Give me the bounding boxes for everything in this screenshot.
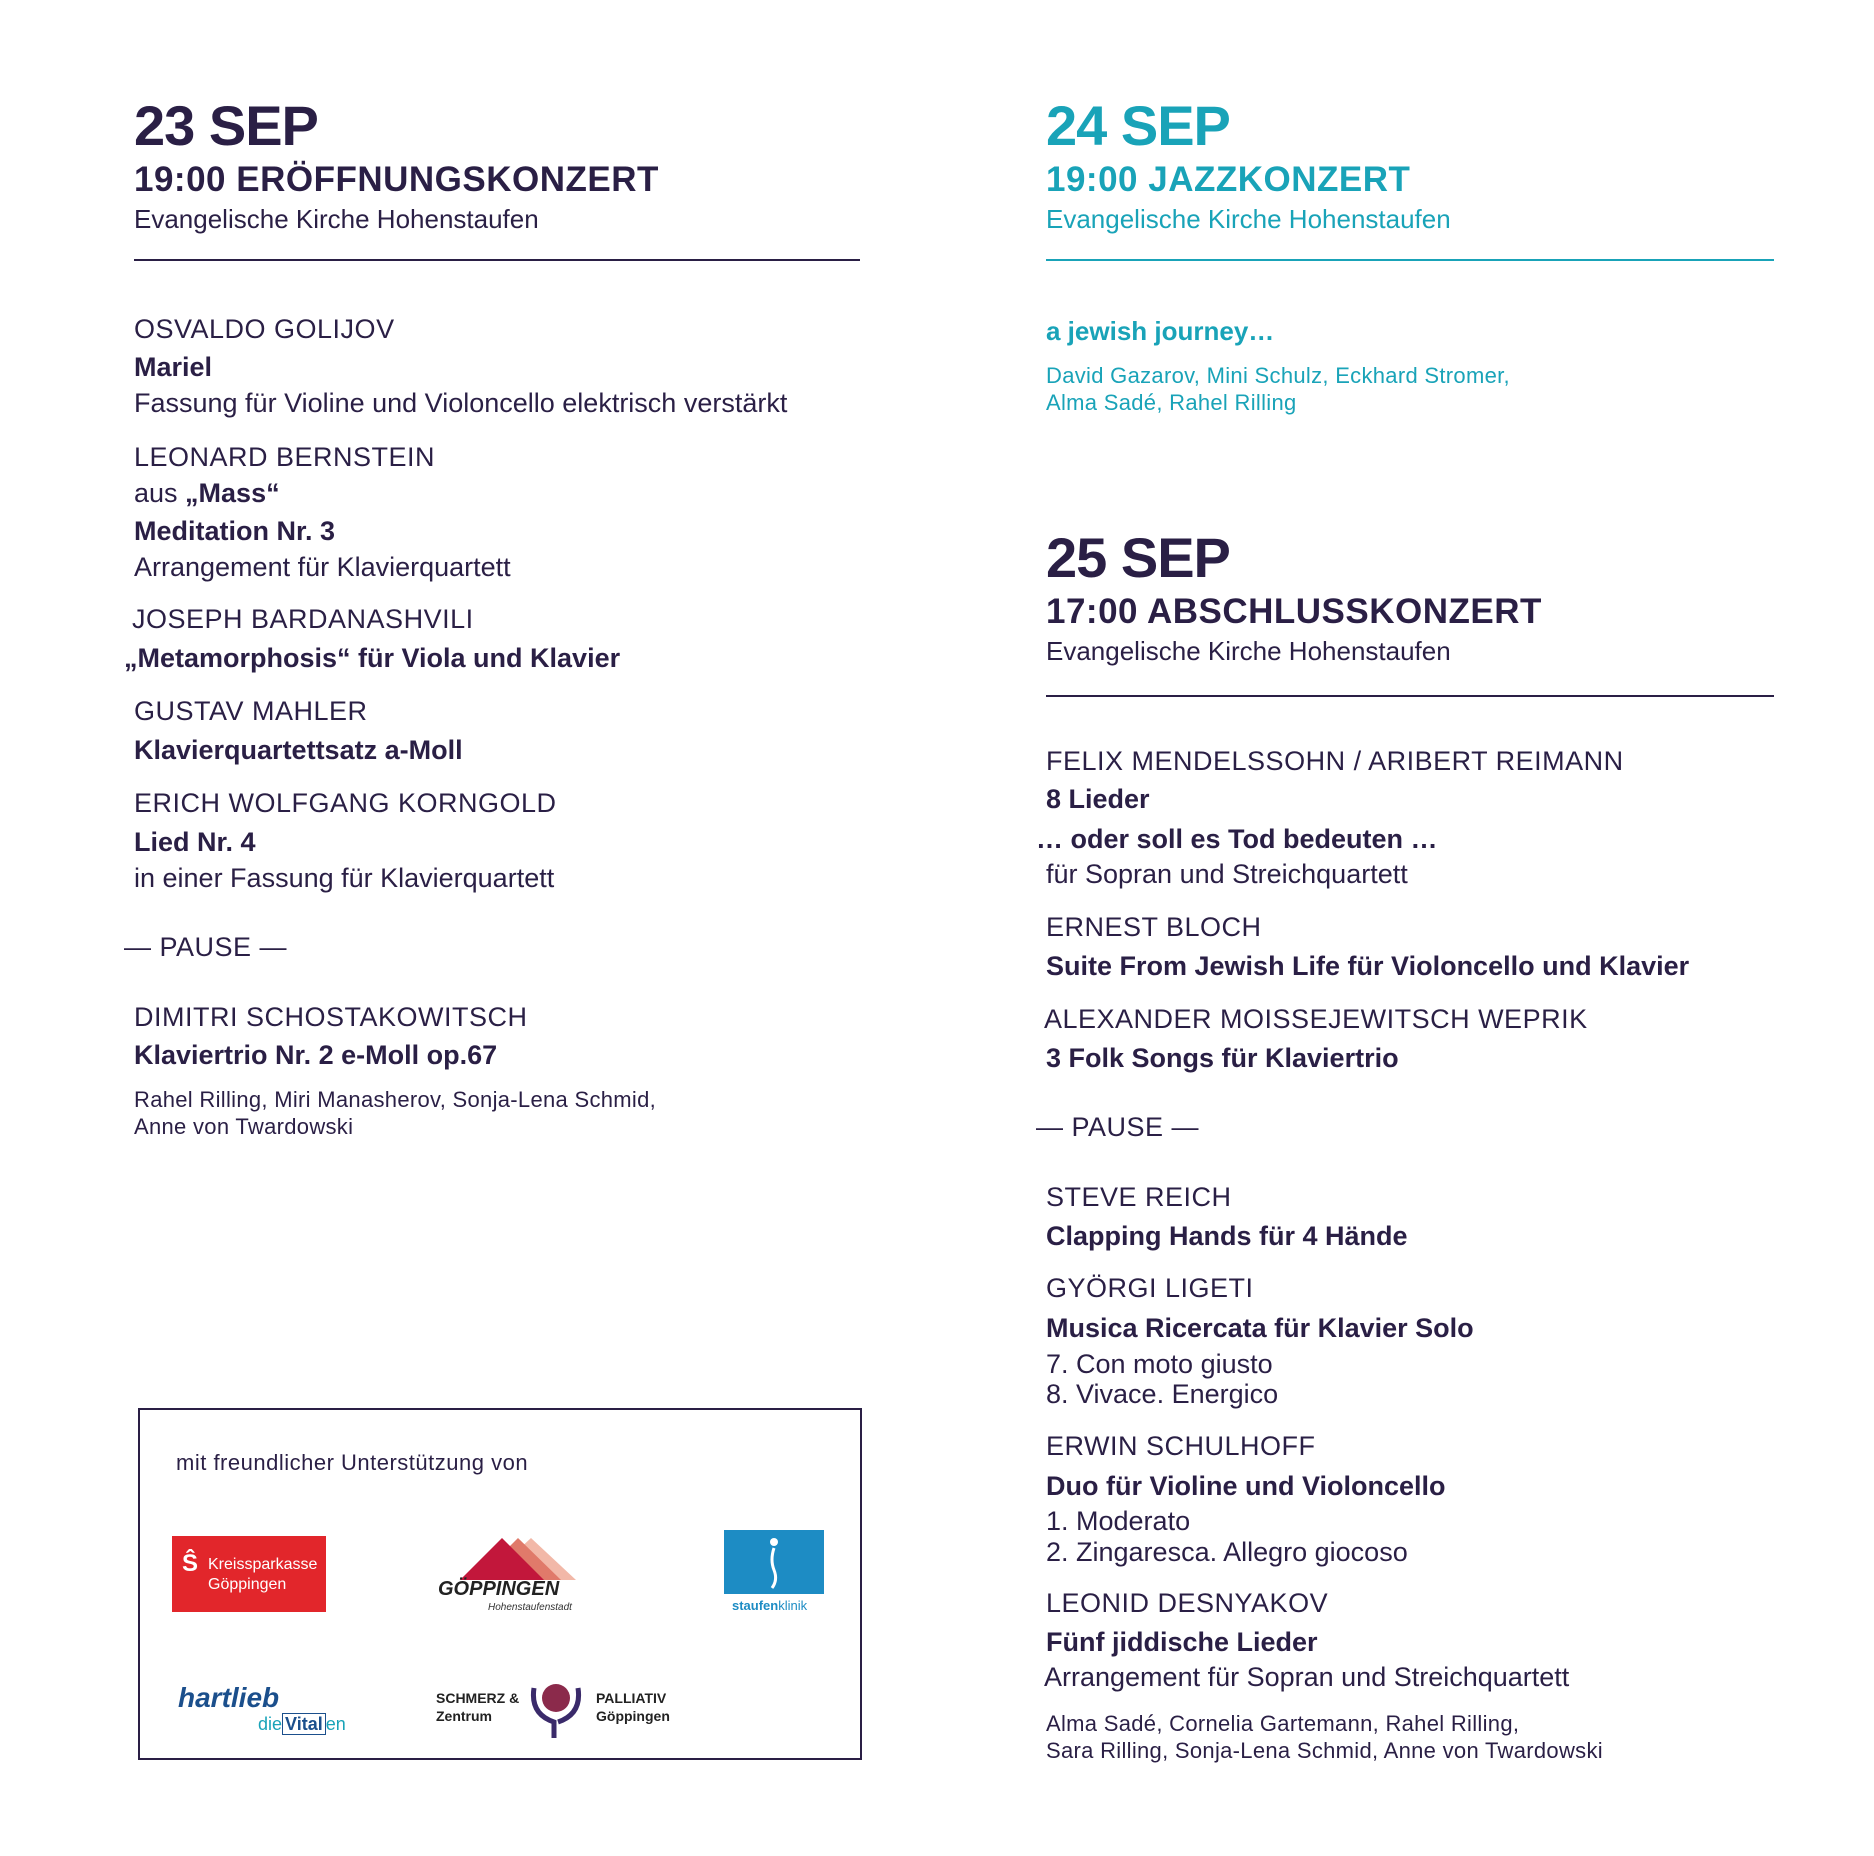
- sponsor-name: PALLIATIV: [596, 1690, 667, 1706]
- work-title: … oder soll es Tod bedeuten …: [1036, 824, 1438, 854]
- work-title: Klavierquartettsatz a-Moll: [134, 735, 463, 765]
- sponsor-name: hartlieb: [178, 1682, 280, 1713]
- venue: Evangelische Kirche Hohenstaufen: [1046, 636, 1451, 666]
- name-part: die: [258, 1714, 283, 1734]
- work-note: 7. Con moto giusto: [1046, 1349, 1273, 1379]
- work-title: „Mass“: [185, 478, 280, 508]
- divider: [1046, 695, 1774, 697]
- sponsor-name: SCHMERZ &: [436, 1690, 520, 1706]
- hartlieb-logo: [178, 1682, 348, 1742]
- composer: FELIX MENDELSSOHN / ARIBERT REIMANN: [1046, 746, 1624, 776]
- work-title: Musica Ricercata für Klavier Solo: [1046, 1313, 1474, 1343]
- composer: GUSTAV MAHLER: [134, 696, 368, 726]
- composer: ERNEST BLOCH: [1046, 912, 1262, 942]
- date-heading: 24 SEP: [1046, 94, 1230, 157]
- work-title: Mariel: [134, 352, 213, 382]
- composer: STEVE REICH: [1046, 1182, 1232, 1212]
- figure-icon: [724, 1530, 824, 1594]
- sponsor-name: Kreissparkasse: [208, 1556, 318, 1573]
- concert-title: 17:00 ABSCHLUSSKONZERT: [1046, 592, 1542, 631]
- composer: DIMITRI SCHOSTAKOWITSCH: [134, 1002, 528, 1032]
- composer: LEONARD BERNSTEIN: [134, 442, 436, 472]
- composer: ALEXANDER MOISSEJEWITSCH WEPRIK: [1044, 1004, 1588, 1034]
- pause-label: — PAUSE —: [1036, 1112, 1200, 1142]
- kreissparkasse-logo: [172, 1536, 326, 1612]
- sponsor-subtitle: Hohenstaufenstadt: [488, 1602, 572, 1613]
- program-title: a jewish journey…: [1046, 316, 1275, 346]
- work-title: Suite From Jewish Life für Violoncello und Klavier: [1046, 951, 1690, 981]
- composer: OSVALDO GOLIJOV: [134, 314, 395, 344]
- composer: ERICH WOLFGANG KORNGOLD: [134, 788, 557, 818]
- venue: Evangelische Kirche Hohenstaufen: [1046, 204, 1451, 234]
- work-note: für Sopran und Streichquartett: [1046, 859, 1408, 889]
- schmerz-palliativ-logo: [436, 1678, 676, 1748]
- composer: GYÖRGI LIGETI: [1046, 1273, 1254, 1303]
- work-title: Duo für Violine und Violoncello: [1046, 1471, 1446, 1501]
- name-part: staufen: [732, 1598, 779, 1613]
- divider: [1046, 259, 1774, 261]
- date-heading: 23 SEP: [134, 94, 318, 157]
- concert-title: 19:00 JAZZKONZERT: [1046, 160, 1411, 199]
- sponsor-subtitle: [258, 1714, 346, 1735]
- work-title: Klaviertrio Nr. 2 e-Moll op.67: [134, 1040, 498, 1070]
- mountains-icon: [436, 1528, 606, 1584]
- name-part: klinik: [778, 1598, 808, 1613]
- work-title: Meditation Nr. 3: [134, 516, 336, 546]
- work-title: Lied Nr. 4: [134, 827, 256, 857]
- performers-line: Anne von Twardowski: [134, 1114, 354, 1139]
- prefix: aus: [134, 478, 186, 508]
- work-note: 2. Zingaresca. Allegro giocoso: [1046, 1537, 1408, 1567]
- sparkasse-icon: Ŝ: [182, 1550, 199, 1577]
- performers-line: Rahel Rilling, Miri Manasherov, Sonja-Lena Schmid,: [134, 1087, 657, 1112]
- staufenklinik-logo: [720, 1530, 830, 1620]
- work-note: 1. Moderato: [1046, 1506, 1191, 1536]
- work-note: Arrangement für Klavierquartett: [134, 552, 511, 582]
- work-title: 8 Lieder: [1046, 784, 1150, 814]
- divider: [134, 259, 860, 261]
- work-title-line: [134, 480, 280, 507]
- name-part: en: [325, 1714, 346, 1734]
- composer: ERWIN SCHULHOFF: [1046, 1431, 1316, 1461]
- sponsor-name: Göppingen: [208, 1576, 287, 1593]
- sponsor-name: Zentrum: [436, 1708, 492, 1724]
- goeppingen-logo: [436, 1528, 606, 1618]
- date-heading: 25 SEP: [1046, 526, 1230, 589]
- composer: LEONID DESNYAKOV: [1046, 1588, 1329, 1618]
- venue: Evangelische Kirche Hohenstaufen: [134, 204, 539, 234]
- performers-line: Alma Sadé, Cornelia Gartemann, Rahel Rilling,: [1046, 1711, 1520, 1736]
- work-title: Clapping Hands für 4 Hände: [1046, 1221, 1408, 1251]
- hands-sphere-icon: [528, 1678, 584, 1742]
- work-title: 3 Folk Songs für Klaviertrio: [1046, 1043, 1399, 1073]
- sponsor-name: GÖPPINGEN: [438, 1578, 560, 1600]
- composer: JOSEPH BARDANASHVILI: [132, 604, 474, 634]
- work-title: Fünf jiddische Lieder: [1046, 1627, 1318, 1657]
- sponsor-box: [138, 1408, 862, 1760]
- pause-label: — PAUSE —: [124, 932, 288, 962]
- work-note: Fassung für Violine und Violoncello elektrisch verstärkt: [134, 388, 788, 418]
- work-note: Arrangement für Sopran und Streichquartett: [1044, 1662, 1570, 1692]
- name-part: Vital: [282, 1713, 326, 1735]
- concert-title: 19:00 ERÖFFNUNGSKONZERT: [134, 160, 659, 199]
- sponsor-name: Göppingen: [596, 1708, 670, 1724]
- work-title: „Metamorphosis“ für Viola und Klavier: [124, 643, 621, 673]
- sponsor-heading: mit freundlicher Unterstützung von: [176, 1450, 529, 1475]
- performers-line: Sara Rilling, Sonja-Lena Schmid, Anne von Twardowski: [1046, 1738, 1603, 1763]
- work-note: in einer Fassung für Klavierquartett: [134, 863, 555, 893]
- performers-line: David Gazarov, Mini Schulz, Eckhard Stromer,: [1046, 363, 1510, 388]
- performers-line: Alma Sadé, Rahel Rilling: [1046, 390, 1297, 415]
- sponsor-name: [732, 1598, 807, 1613]
- work-note: 8. Vivace. Energico: [1046, 1379, 1279, 1409]
